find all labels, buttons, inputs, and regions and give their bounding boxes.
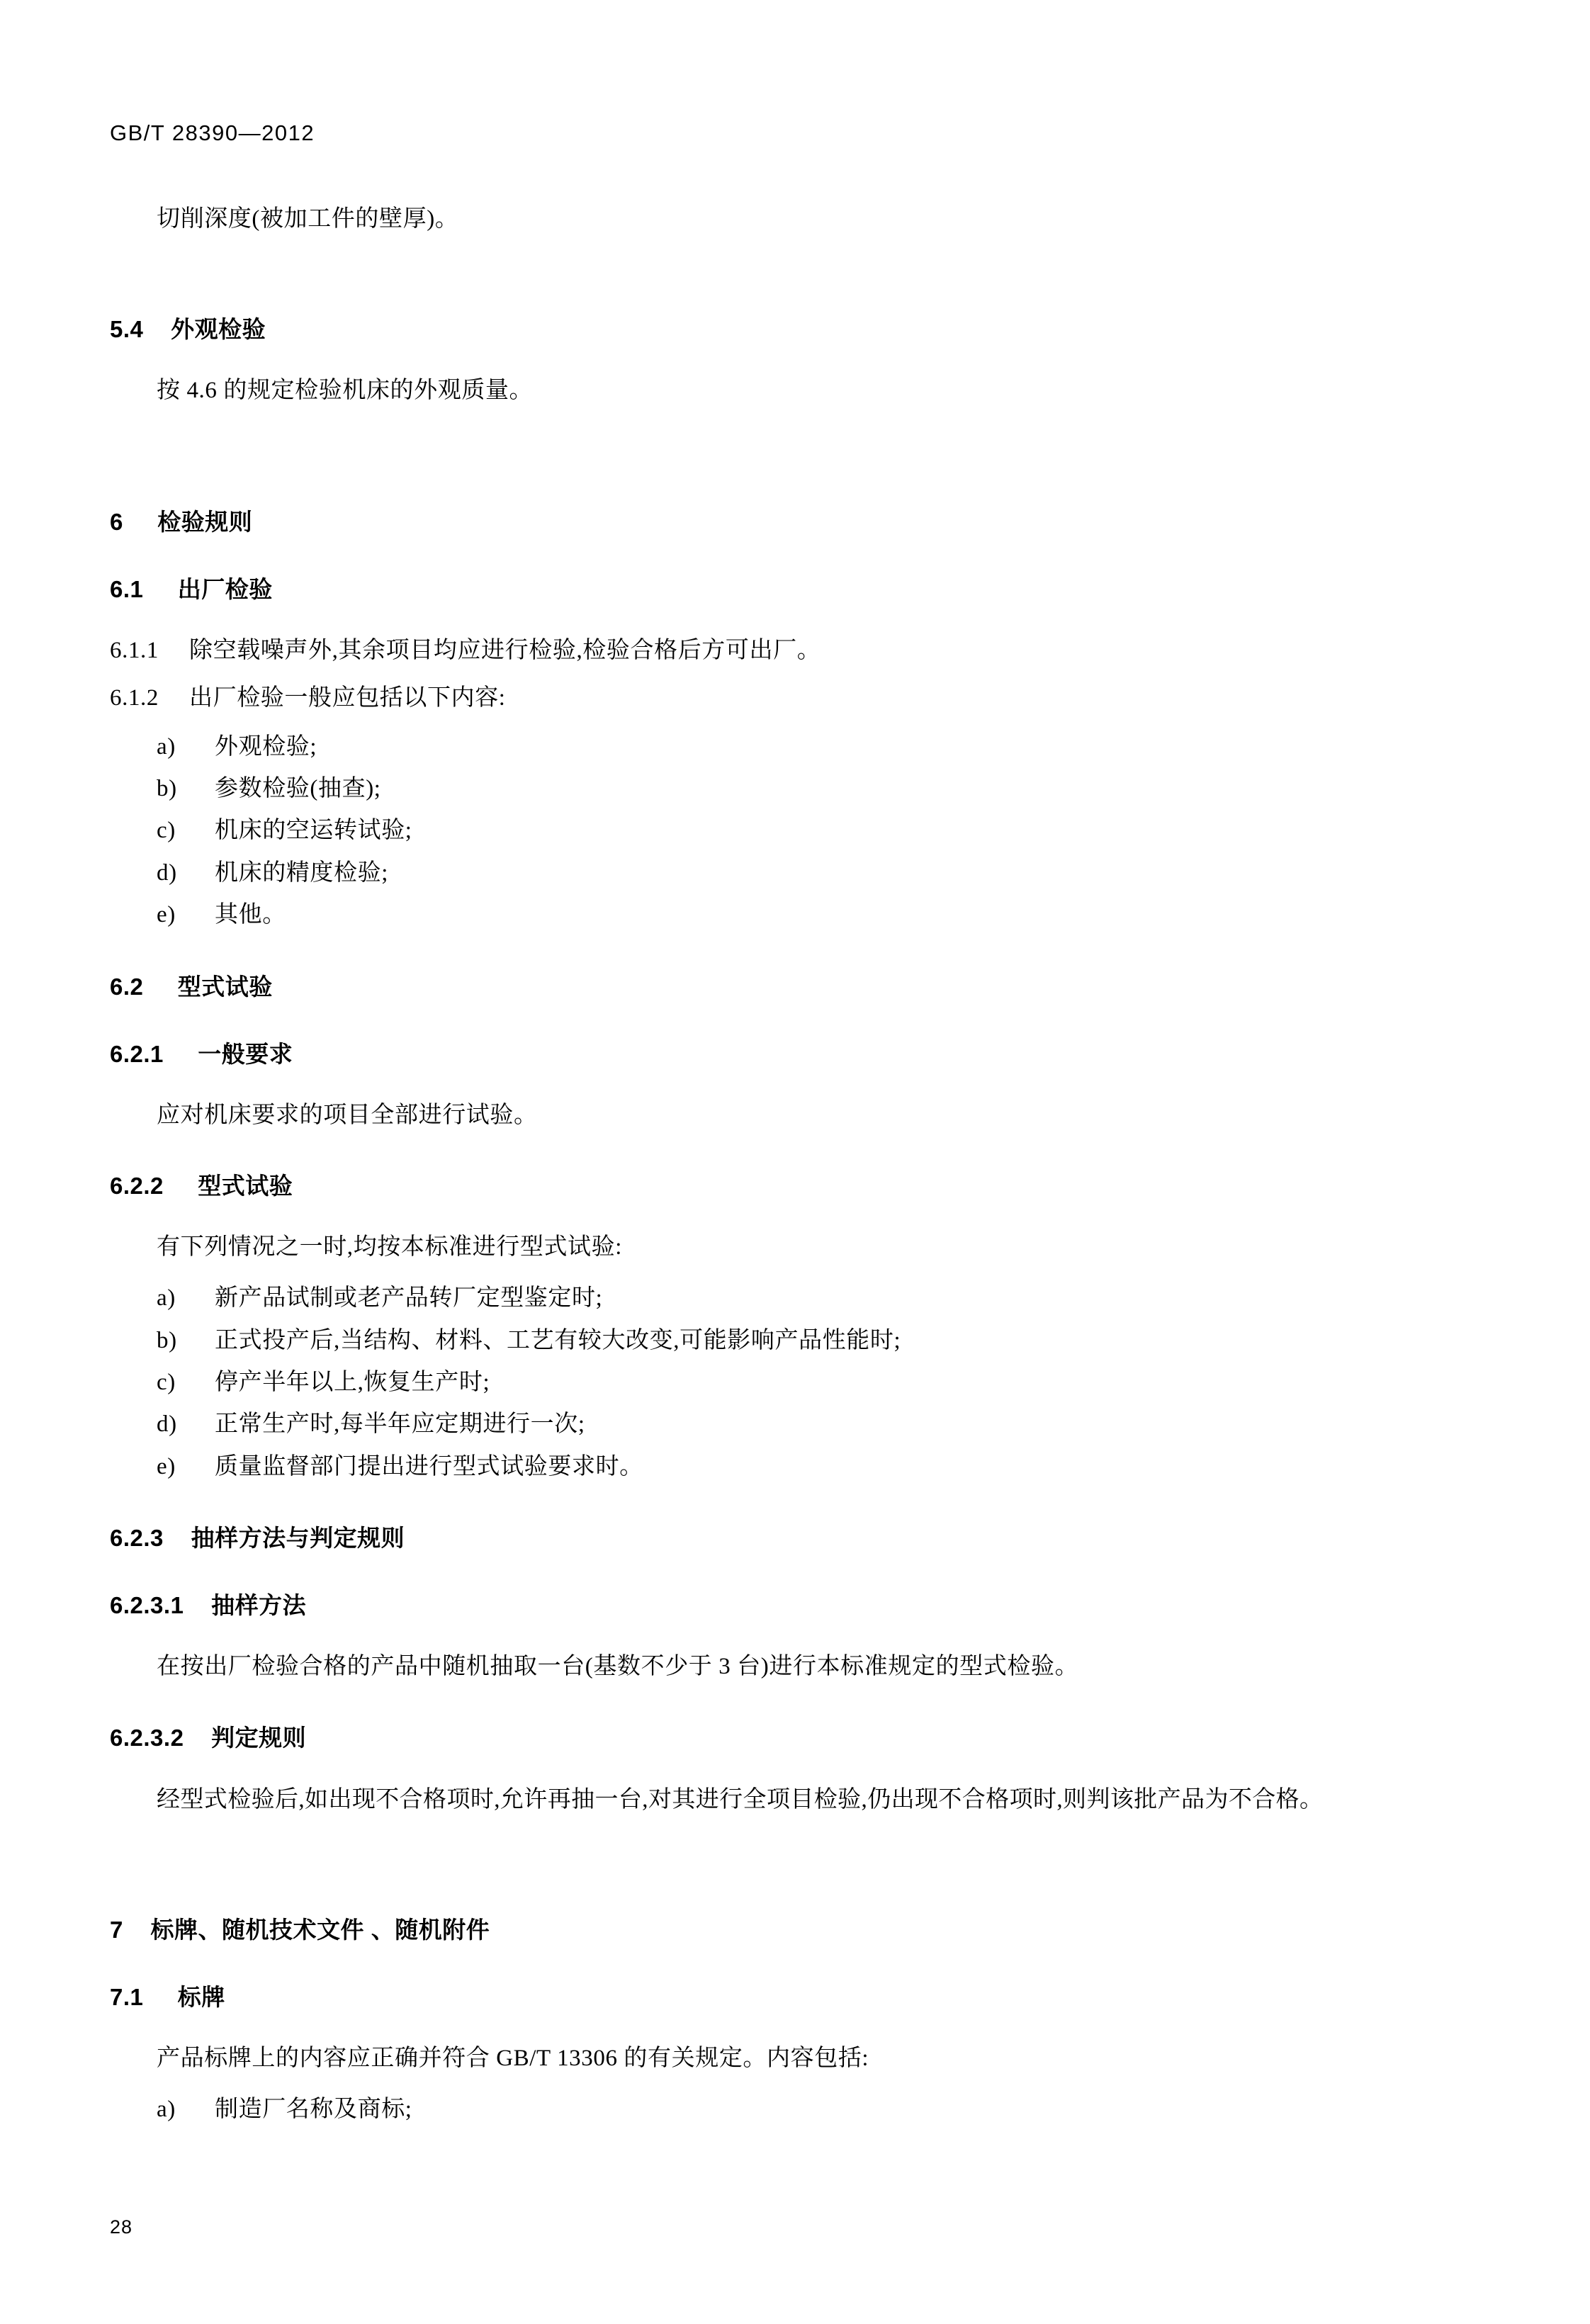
- heading-6-1: [110, 571, 1477, 604]
- list-item: [110, 1406, 1477, 1443]
- heading-6-2-3-1: [110, 1587, 1477, 1620]
- paragraph-6-1-1-number: 6.1.1: [110, 638, 159, 664]
- list-marker: b): [157, 1327, 177, 1353]
- list-marker: c): [157, 818, 176, 844]
- list-item-text: 正常生产时,每半年应定期进行一次;: [215, 1411, 585, 1438]
- page-content: [110, 120, 1477, 2153]
- heading-6-number: 6: [110, 509, 123, 536]
- paragraph-6-1-1-text: 除空载噪声外,其余项目均应进行检验,检验合格后方可出厂。: [189, 638, 821, 664]
- paragraph-6-2-1-body: 应对机床要求的项目全部进行试验。: [157, 1102, 538, 1128]
- heading-6-2-1-number: 6.2.1: [110, 1040, 164, 1067]
- paragraph-5-4-body: 按 4.6 的规定检验机床的外观质量。: [157, 378, 534, 404]
- paragraph-6-1-2-text: 出厂检验一般应包括以下内容:: [189, 685, 506, 711]
- heading-5-4: [110, 311, 1477, 344]
- paragraph-6-1-1: [110, 633, 1477, 669]
- list-item-text: 正式投产后,当结构、材料、工艺有较大改变,可能影响产品性能时;: [215, 1327, 901, 1353]
- list-item: [110, 812, 1477, 850]
- list-item-text: 机床的精度检验;: [215, 859, 388, 886]
- heading-6-2-3-2-number: 6.2.3.2: [110, 1724, 184, 1751]
- heading-6: [110, 504, 1477, 537]
- list-item: [110, 1280, 1477, 1317]
- spacer: [110, 264, 1477, 277]
- heading-5-4-text: 外观检验: [171, 316, 266, 343]
- paragraph-7-1-body: 产品标牌上的内容应正确并符合 GB/T 13306 的有关规定。内容包括:: [157, 2045, 869, 2071]
- list-6-1-2: [110, 728, 1477, 935]
- paragraph-6-2-3-1-body: 在按出厂检验合格的产品中随机抽取一台(基数不少于 3 台)进行本标准规定的型式检验。: [157, 1654, 1079, 1680]
- heading-6-2-3-number: 6.2.3: [110, 1525, 164, 1552]
- heading-7-text: 标牌、随机技术文件 、随机附件: [150, 1916, 490, 1943]
- paragraph-6-1-2: [110, 680, 1477, 716]
- heading-5-4-number: 5.4: [110, 316, 144, 343]
- heading-6-1-number: 6.1: [110, 576, 144, 603]
- heading-6-2-3: [110, 1520, 1477, 1553]
- heading-6-2-2-text: 型式试验: [198, 1172, 293, 1199]
- heading-6-2-3-1-text: 抽样方法: [211, 1592, 307, 1619]
- heading-6-1-text: 出厂检验: [177, 576, 273, 603]
- list-marker: e): [157, 902, 176, 928]
- page-header-standard-code: GB/T 28390—2012: [110, 120, 315, 145]
- heading-6-2-3-2-text: 判定规则: [211, 1724, 307, 1751]
- heading-6-2-2-number: 6.2.2: [110, 1172, 164, 1199]
- list-marker: b): [157, 776, 177, 802]
- list-marker: e): [157, 1453, 176, 1479]
- paragraph-6-2-2-body: 有下列情况之一时,均按本标准进行型式试验:: [157, 1234, 623, 1260]
- list-marker: a): [157, 2096, 176, 2122]
- heading-6-2-1: [110, 1036, 1477, 1069]
- paragraph-6-2-3-2-body: 经型式检验后,如出现不合格项时,允许再抽一台,对其进行全项目检验,仍出现不合格项时,则判该批产品为不合格。: [157, 1786, 1324, 1812]
- heading-6-2-number: 6.2: [110, 973, 144, 1000]
- spacer: [110, 1844, 1477, 1872]
- heading-7: [110, 1912, 1477, 1945]
- list-item: [110, 1364, 1477, 1401]
- list-marker: d): [157, 859, 177, 886]
- heading-6-2: [110, 969, 1477, 1002]
- heading-6-2-3-1-number: 6.2.3.1: [110, 1592, 184, 1619]
- heading-6-2-text: 型式试验: [177, 973, 273, 1000]
- list-item-text: 制造厂名称及商标;: [215, 2096, 412, 2122]
- heading-6-2-3-text: 抽样方法与判定规则: [191, 1525, 405, 1552]
- list-item: [110, 1322, 1477, 1360]
- paragraph-cutting-depth: 切削深度(被加工件的壁厚)。: [157, 206, 459, 232]
- list-item: [110, 770, 1477, 808]
- paragraph-6-1-2-number: 6.1.2: [110, 685, 159, 711]
- heading-7-number: 7: [110, 1916, 123, 1943]
- list-marker: c): [157, 1370, 176, 1396]
- heading-7-1: [110, 1979, 1477, 2012]
- heading-7-1-number: 7.1: [110, 1983, 144, 2010]
- list-marker: a): [157, 733, 176, 760]
- list-item: [110, 728, 1477, 766]
- list-item: [110, 896, 1477, 934]
- list-item: [110, 2091, 1477, 2128]
- list-6-2-2: [110, 1280, 1477, 1486]
- heading-7-1-text: 标牌: [177, 1983, 225, 2010]
- heading-6-2-1-text: 一般要求: [198, 1040, 293, 1067]
- list-item-text: 停产半年以上,恢复生产时;: [215, 1370, 490, 1396]
- list-item-text: 外观检验;: [215, 733, 317, 760]
- heading-6-text: 检验规则: [157, 509, 253, 536]
- list-marker: d): [157, 1411, 177, 1438]
- page-number: 28: [110, 2216, 133, 2238]
- list-item-text: 质量监督部门提出进行型式试验要求时。: [215, 1453, 643, 1479]
- list-item-text: 参数检验(抽查);: [215, 776, 381, 802]
- list-item-text: 机床的空运转试验;: [215, 818, 412, 844]
- list-item-text: 新产品试制或老产品转厂定型鉴定时;: [215, 1285, 603, 1312]
- heading-6-2-2: [110, 1168, 1477, 1201]
- list-marker: a): [157, 1285, 176, 1312]
- list-7-1: [110, 2091, 1477, 2128]
- spacer: [110, 436, 1477, 464]
- list-item-text: 其他。: [215, 902, 286, 928]
- heading-6-2-3-2: [110, 1720, 1477, 1753]
- list-item: [110, 1448, 1477, 1486]
- list-item: [110, 854, 1477, 892]
